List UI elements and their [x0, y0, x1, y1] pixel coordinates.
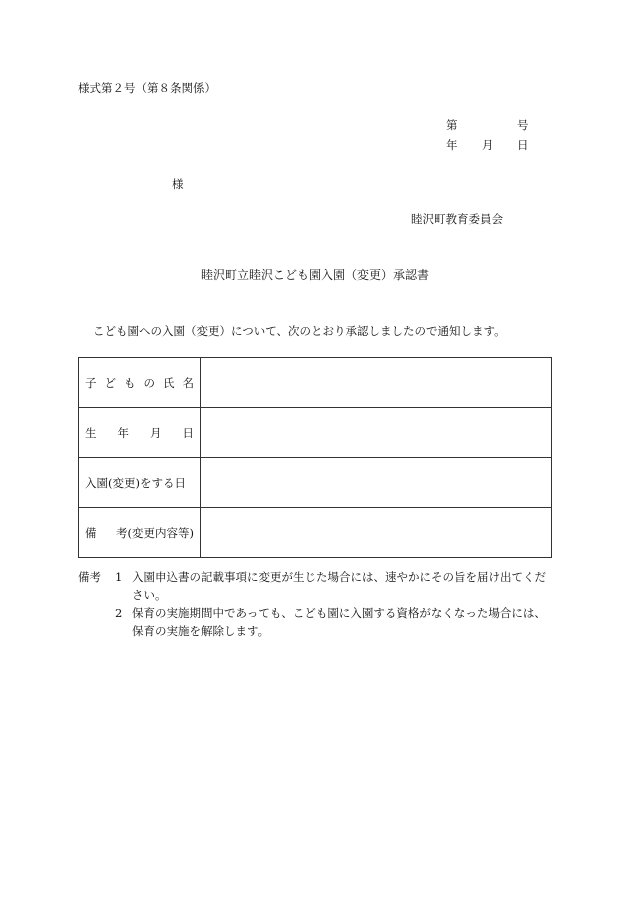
date-month-label: 月	[482, 138, 494, 152]
label-birth-date	[79, 408, 201, 458]
document-number-suffix: 号	[517, 118, 529, 132]
label-char: も	[124, 375, 136, 390]
document-title: 睦沢町立睦沢こども園入園（変更）承認書	[200, 268, 429, 282]
value-admission-date[interactable]	[201, 458, 552, 508]
note-item-1-continued	[78, 586, 546, 604]
label-char: 名	[182, 375, 194, 390]
note-text: さい。	[132, 588, 167, 602]
label-char: ど	[104, 375, 116, 390]
issuer-name: 睦沢町教育委員会	[411, 212, 503, 226]
label-char: 月	[150, 425, 162, 440]
note-number: 1	[115, 570, 123, 584]
form-reference: 様式第２号（第８条関係）	[78, 81, 216, 95]
addressee-suffix: 様	[172, 177, 184, 191]
date-year-label: 年	[446, 138, 458, 152]
note-item-2	[78, 604, 546, 622]
label-char: 年	[117, 425, 129, 440]
notes-section	[78, 568, 546, 640]
label-char: 日	[182, 425, 194, 440]
value-birth-date[interactable]	[201, 408, 552, 458]
note-spacer	[115, 586, 132, 604]
document-number-prefix: 第	[446, 118, 458, 132]
label-remarks	[79, 508, 201, 558]
note-item-1	[78, 568, 546, 586]
value-child-name[interactable]	[201, 358, 552, 408]
note-spacer	[115, 622, 132, 640]
note-spacer	[78, 586, 115, 604]
note-spacer	[78, 622, 115, 640]
label-char: の	[143, 375, 155, 390]
label-char: 備	[85, 525, 97, 540]
note-item-2-continued	[78, 622, 546, 640]
notes-heading: 備考	[78, 570, 101, 584]
table-row-remarks	[79, 508, 552, 558]
note-number: 2	[115, 606, 123, 620]
label-admission-date: 入園(変更)をする日	[79, 458, 201, 508]
label-child-name	[79, 358, 201, 408]
label-char: 生	[85, 425, 97, 440]
note-text: 保育の実施を解除します。	[132, 624, 270, 638]
value-remarks[interactable]	[201, 508, 552, 558]
note-spacer	[78, 604, 115, 622]
table-row-birth-date	[79, 408, 552, 458]
label-char: 氏	[163, 375, 175, 390]
label-char: 子	[85, 375, 97, 390]
table-row-child-name	[79, 358, 552, 408]
date-day-label: 日	[517, 138, 529, 152]
note-text: 入園申込書の記載事項に変更が生じた場合には、速やかにその旨を届け出てくだ	[132, 570, 546, 584]
note-text: 保育の実施期間中であっても、こども園に入園する資格がなくなった場合には、	[132, 606, 546, 620]
label-char: 考(変更内容等)	[116, 525, 194, 540]
approval-form-table	[78, 357, 552, 558]
intro-text: こども園への入園（変更）について、次のとおり承認しましたので通知します。	[93, 324, 506, 338]
table-row-admission-date	[79, 458, 552, 508]
